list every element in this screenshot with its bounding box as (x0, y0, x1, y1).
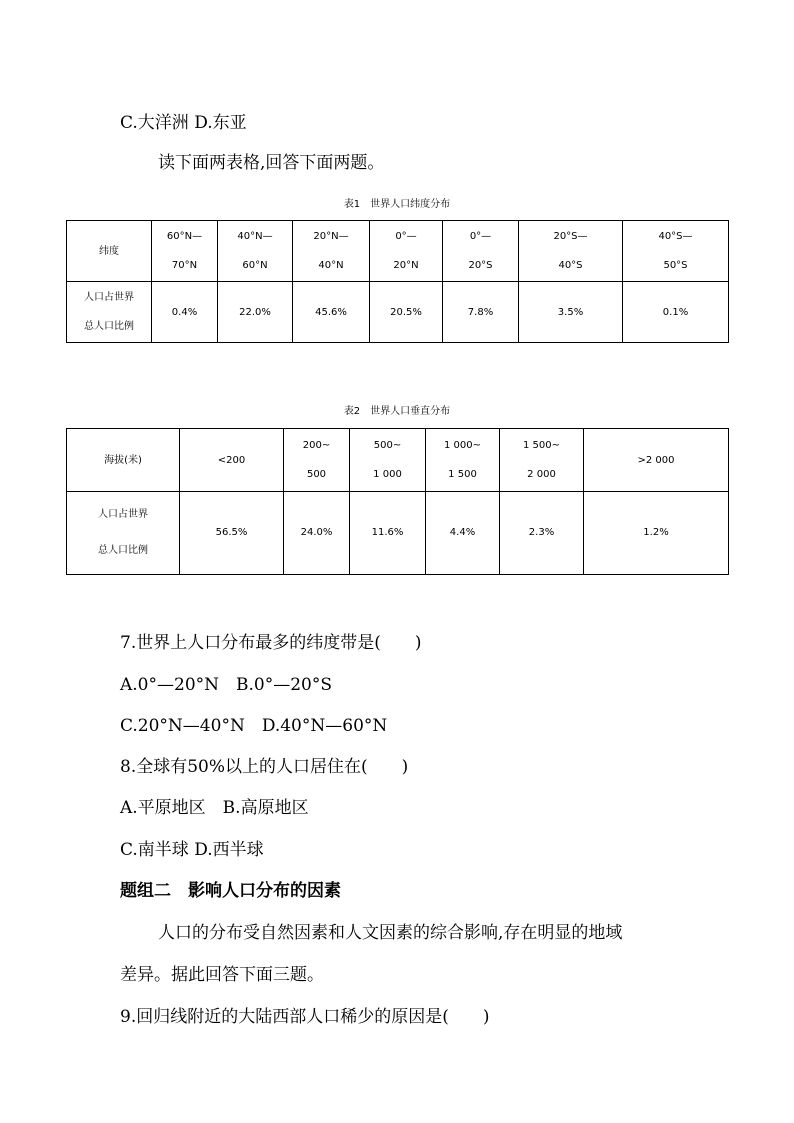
value-cell: 24.0% (284, 492, 350, 575)
table-row (67, 282, 729, 343)
table1-caption: 表1 世界人口纬度分布 (343, 199, 451, 210)
header-cell: 60°N— 70°N (152, 221, 218, 282)
value-cell: 2.3% (500, 492, 584, 575)
value-cell: 45.6% (293, 282, 370, 343)
instruction-text: 读下面两表格,回答下面两题。 (158, 153, 385, 173)
table-row (67, 429, 729, 492)
value-cell: 3.5% (519, 282, 623, 343)
header-cell: 0°— 20°S (443, 221, 519, 282)
value-cell: 56.5% (180, 492, 284, 575)
option-line-cd: C.大洋洲 D.东亚 (120, 113, 247, 133)
header-cell: 20°N— 40°N (293, 221, 370, 282)
header-cell: 40°S— 50°S (623, 221, 729, 282)
question-8-options-cd: C.南半球 D.西半球 (120, 840, 264, 860)
value-cell: 7.8% (443, 282, 519, 343)
question-7-options-ab: A.0°—20°N B.0°—20°S (120, 675, 332, 695)
value-cell: 0.4% (152, 282, 218, 343)
table-row (67, 492, 729, 575)
altitude-distribution-table (66, 428, 729, 575)
header-cell: 40°N— 60°N (218, 221, 293, 282)
table-row (67, 221, 729, 282)
header-cell: 500~ 1 000 (350, 429, 426, 492)
header-cell: 20°S— 40°S (519, 221, 623, 282)
table2-caption: 表2 世界人口垂直分布 (343, 406, 451, 417)
header-cell: 1 500~ 2 000 (500, 429, 584, 492)
row-label-cell: 人口占世界 总人口比例 (67, 282, 152, 343)
question-9: 9.回归线附近的大陆西部人口稀少的原因是( ) (120, 1007, 490, 1027)
latitude-distribution-table (66, 220, 729, 343)
question-8-options-ab: A.平原地区 B.高原地区 (120, 798, 309, 818)
header-cell: 海拔(米) (67, 429, 180, 492)
paragraph-line-1: 人口的分布受自然因素和人文因素的综合影响,存在明显的地域 (158, 923, 623, 943)
value-cell: 1.2% (584, 492, 729, 575)
value-cell: 22.0% (218, 282, 293, 343)
question-7: 7.世界上人口分布最多的纬度带是( ) (120, 633, 422, 653)
section-heading: 题组二 影响人口分布的因素 (120, 881, 341, 901)
header-cell: >2 000 (584, 429, 729, 492)
question-8: 8.全球有50%以上的人口居住在( ) (120, 757, 409, 777)
header-cell: 1 000~ 1 500 (426, 429, 500, 492)
header-cell: 200~ 500 (284, 429, 350, 492)
row-label-cell: 人口占世界 总人口比例 (67, 492, 180, 575)
paragraph-line-2: 差异。据此回答下面三题。 (120, 965, 324, 985)
question-7-options-cd: C.20°N—40°N D.40°N—60°N (120, 716, 388, 736)
value-cell: 0.1% (623, 282, 729, 343)
value-cell: 4.4% (426, 492, 500, 575)
header-cell: 纬度 (67, 221, 152, 282)
value-cell: 20.5% (370, 282, 443, 343)
value-cell: 11.6% (350, 492, 426, 575)
header-cell: <200 (180, 429, 284, 492)
header-cell: 0°— 20°N (370, 221, 443, 282)
